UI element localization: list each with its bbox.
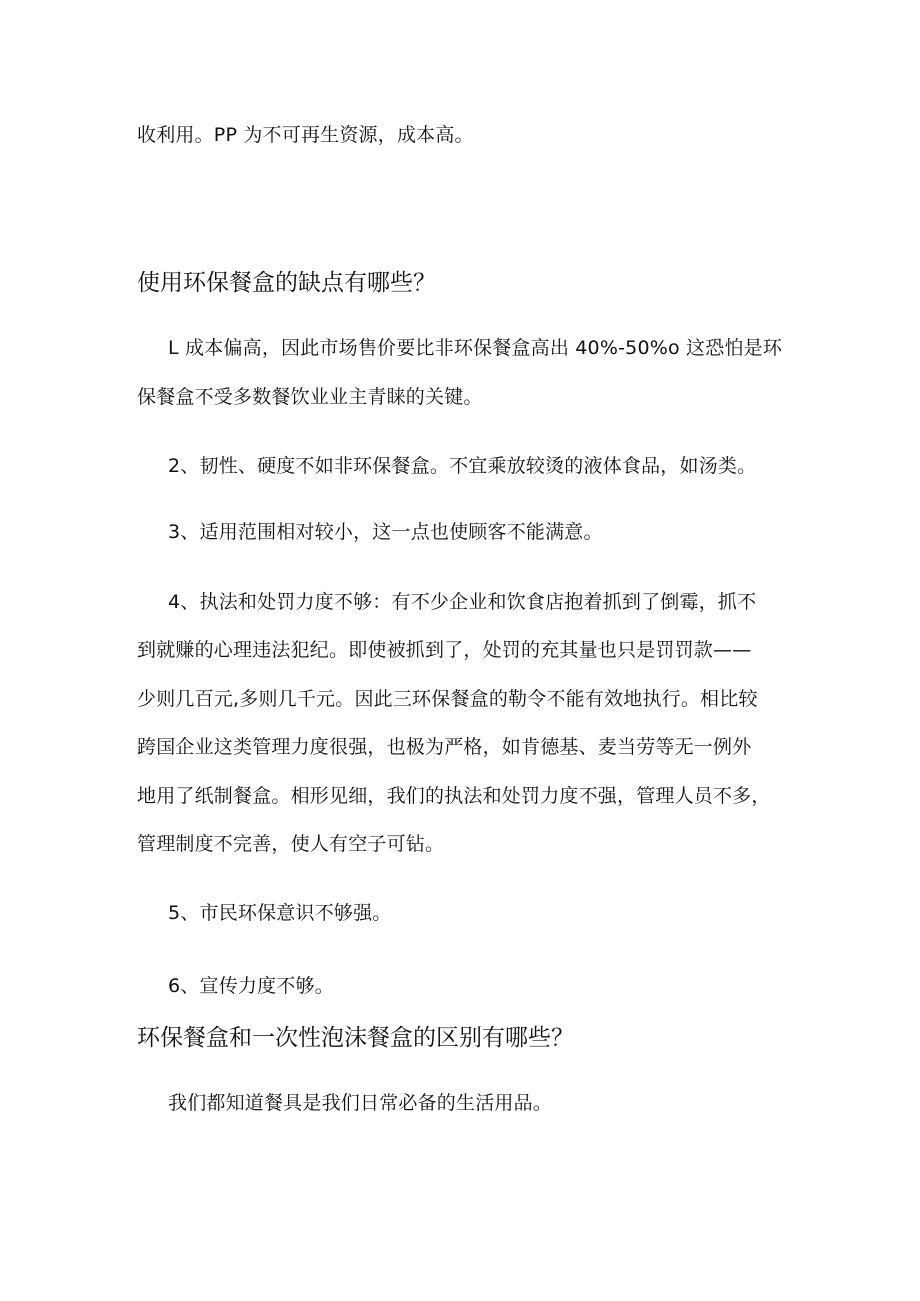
section1-line-8: 跨国企业这类管理力度很强，也极为严格，如肯德基、麦当劳等无一例外 <box>137 736 752 758</box>
section1-line-9: 地用了纸制餐盒。相形见细，我们的执法和处罚力度不强，管理人员不多， <box>137 785 771 807</box>
section1-heading: 使用环保餐盒的缺点有哪些？ <box>137 270 436 296</box>
section1-line-1: L 成本偏高，因此市场售价要比非环保餐盒高出 40%-50%o 这恐怕是环 <box>168 337 783 359</box>
section1-line-10: 管理制度不完善，使人有空子可钻。 <box>137 833 445 855</box>
section2-heading: 环保餐盒和一次性泡沫餐盒的区别有哪些？ <box>137 1025 574 1051</box>
section1-line-12: 6、宣传力度不够。 <box>168 975 334 997</box>
section1-line-11: 5、市民环保意识不够强。 <box>168 902 392 924</box>
section2-line-1: 我们都知道餐具是我们日常必备的生活用品。 <box>168 1092 553 1114</box>
intro-line: 收利用。PP 为不可再生资源，成本高。 <box>137 124 474 146</box>
section1-line-2: 保餐盒不受多数餐饮业业主青睐的关键。 <box>137 386 483 408</box>
section1-line-5: 4、执法和处罚力度不够：有不少企业和饮食店抱着抓到了倒霉，抓不 <box>168 591 757 613</box>
section1-line-6: 到就赚的心理违法犯纪。即使被抓到了，处罚的充其量也只是罚罚款—— <box>137 639 752 661</box>
section1-line-3: 2、韧性、硬度不如非环保餐盒。不宜乘放较烫的液体食品，如汤类。 <box>168 455 757 477</box>
section1-line-7: 少则几百元,多则几千元。因此三环保餐盒的勒令不能有效地执行。相比较 <box>137 688 758 710</box>
section1-line-4: 3、适用范围相对较小，这一点也使顾客不能满意。 <box>168 521 603 543</box>
